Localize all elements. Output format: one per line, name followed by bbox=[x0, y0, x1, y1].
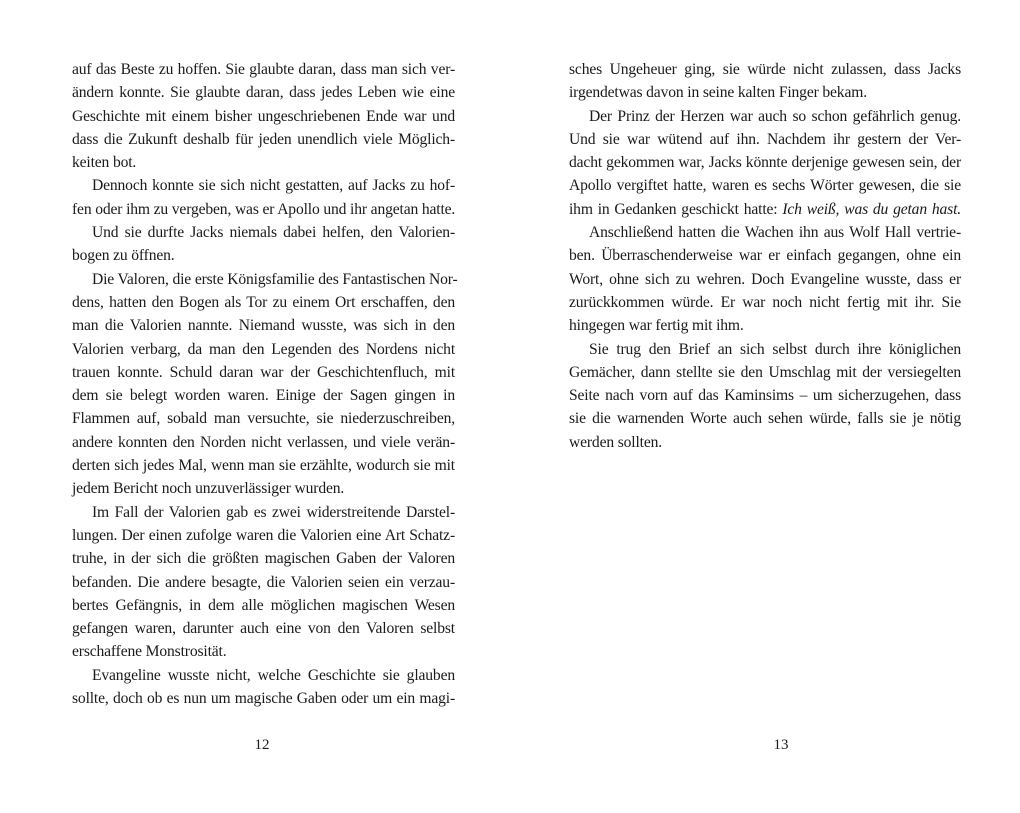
text-line: gefangen waren, darunter auch eine von den Valoren selbst bbox=[72, 620, 455, 638]
text-line: Und sie war wütend auf ihn. Nachdem ihr gestern der Ver- bbox=[569, 130, 961, 148]
page-number-right: 13 bbox=[773, 737, 789, 753]
text-line: dem sie belegt worden waren. Einige der Sagen gingen in bbox=[72, 387, 455, 405]
text-line: man die Valorien nannte. Niemand wusste, was sich in den bbox=[72, 317, 455, 335]
text-line: Die Valoren, die erste Königsfamilie des Fantastischen Nor- bbox=[92, 270, 458, 288]
text-line: lungen. Der einen zufolge waren die Valorien eine Art Schatz- bbox=[72, 526, 455, 544]
text-line: Evangeline wusste nicht, welche Geschichte sie glauben bbox=[92, 666, 455, 684]
text-line: zurückkommen würde. Er war noch nicht fertig mit ihr. Sie bbox=[569, 293, 961, 311]
text-line: werden sollten. bbox=[569, 433, 663, 451]
text-line: hingegen war fertig mit ihm. bbox=[569, 317, 744, 335]
text-line: erschaffene Monstrosität. bbox=[72, 643, 227, 661]
text-line: Valorien verbarg, da man den Legenden des Nordens nicht bbox=[72, 340, 455, 358]
text-line: trauen konnte. Schuld daran war der Geschichtenfluch, mit bbox=[72, 363, 455, 381]
text-line: befanden. Die andere besagte, die Valorien seien ein verzau- bbox=[72, 573, 455, 591]
text-line: Der Prinz der Herzen war auch so schon gefährlich genug. bbox=[589, 107, 961, 125]
text-line: ändern konnte. Sie glaubte daran, dass jedes Leben wie eine bbox=[72, 84, 455, 102]
right-page-body bbox=[569, 58, 961, 454]
text-line: Flammen auf, sobald man versuchte, sie niederzuschreiben, bbox=[72, 410, 455, 428]
text-line: fen oder ihm zu vergeben, was er Apollo und ihr angetan hatte. bbox=[72, 200, 456, 218]
text-line: bertes Gefängnis, in dem alle möglichen magischen Wesen bbox=[72, 596, 455, 614]
text-line: jedem Bericht noch unzuverlässiger wurden. bbox=[72, 480, 345, 498]
page-number-left: 12 bbox=[254, 737, 270, 753]
text-line: andere konnten den Norden nicht verlassen, und viele verän- bbox=[72, 433, 455, 451]
right-page bbox=[510, 0, 1020, 813]
text-line: bogen zu öffnen. bbox=[72, 247, 175, 265]
text-line: Geschichte mit einem bisher ungeschriebenen Ende war und bbox=[72, 107, 455, 125]
text-line: ben. Überraschenderweise war er einfach gegangen, ohne ein bbox=[569, 247, 961, 265]
text-line: keiten bot. bbox=[72, 154, 137, 172]
text-line: derten sich jedes Mal, wenn man sie erzählte, wodurch sie mit bbox=[72, 457, 455, 475]
text-line: Dennoch konnte sie sich nicht gestatten, auf Jacks zu hof- bbox=[92, 177, 455, 195]
left-page-body bbox=[72, 58, 458, 710]
text-line: sollte, doch ob es nun um magische Gaben oder um ein magi- bbox=[72, 690, 455, 708]
text-line: Im Fall der Valorien gab es zwei widerstreitende Darstel- bbox=[92, 503, 455, 521]
text-line: truhe, in der sich die größten magischen Gaben der Valoren bbox=[72, 550, 455, 568]
text-line: irgendetwas davon in seine kalten Finger bekam. bbox=[569, 84, 867, 102]
text-line: Und sie durfte Jacks niemals dabei helfen, den Valorien- bbox=[92, 224, 455, 242]
text-line: Seite nach vorn auf das Kaminsims – um sicherzugehen, dass bbox=[569, 387, 961, 405]
text-line: dass die Zukunft deshalb für jeden unendlich viele Möglich- bbox=[72, 130, 455, 148]
text-line: auf das Beste zu hoffen. Sie glaubte daran, dass man sich ver- bbox=[72, 61, 455, 78]
text-line: dacht gekommen war, Jacks könnte derjenige gewesen sein, der bbox=[569, 154, 961, 172]
text-line: Anschließend hatten die Wachen ihn aus Wolf Hall vertrie- bbox=[589, 224, 961, 242]
text-line: Apollo vergiftet hatte, waren es sechs Wörter gewesen, die sie bbox=[569, 177, 961, 195]
text-line: Sie trug den Brief an sich selbst durch ihre königlichen bbox=[589, 340, 961, 358]
text-line: Wort, ohne sich zu wehren. Doch Evangeline wusste, dass er bbox=[569, 270, 961, 288]
text-line: ihm in Gedanken geschickt hatte: Ich weiß, was du getan hast. bbox=[569, 200, 961, 218]
text-line: sches Ungeheuer ging, sie würde nicht zulassen, dass Jacks bbox=[569, 61, 961, 78]
text-line: dens, hatten den Bogen als Tor zu einem Ort erschaffen, den bbox=[72, 293, 455, 311]
text-line: Gemächer, dann stellte sie den Umschlag mit der versiegelten bbox=[569, 363, 961, 381]
text-line: sie die warnenden Worte auch sehen würde, falls sie je nötig bbox=[569, 410, 961, 428]
